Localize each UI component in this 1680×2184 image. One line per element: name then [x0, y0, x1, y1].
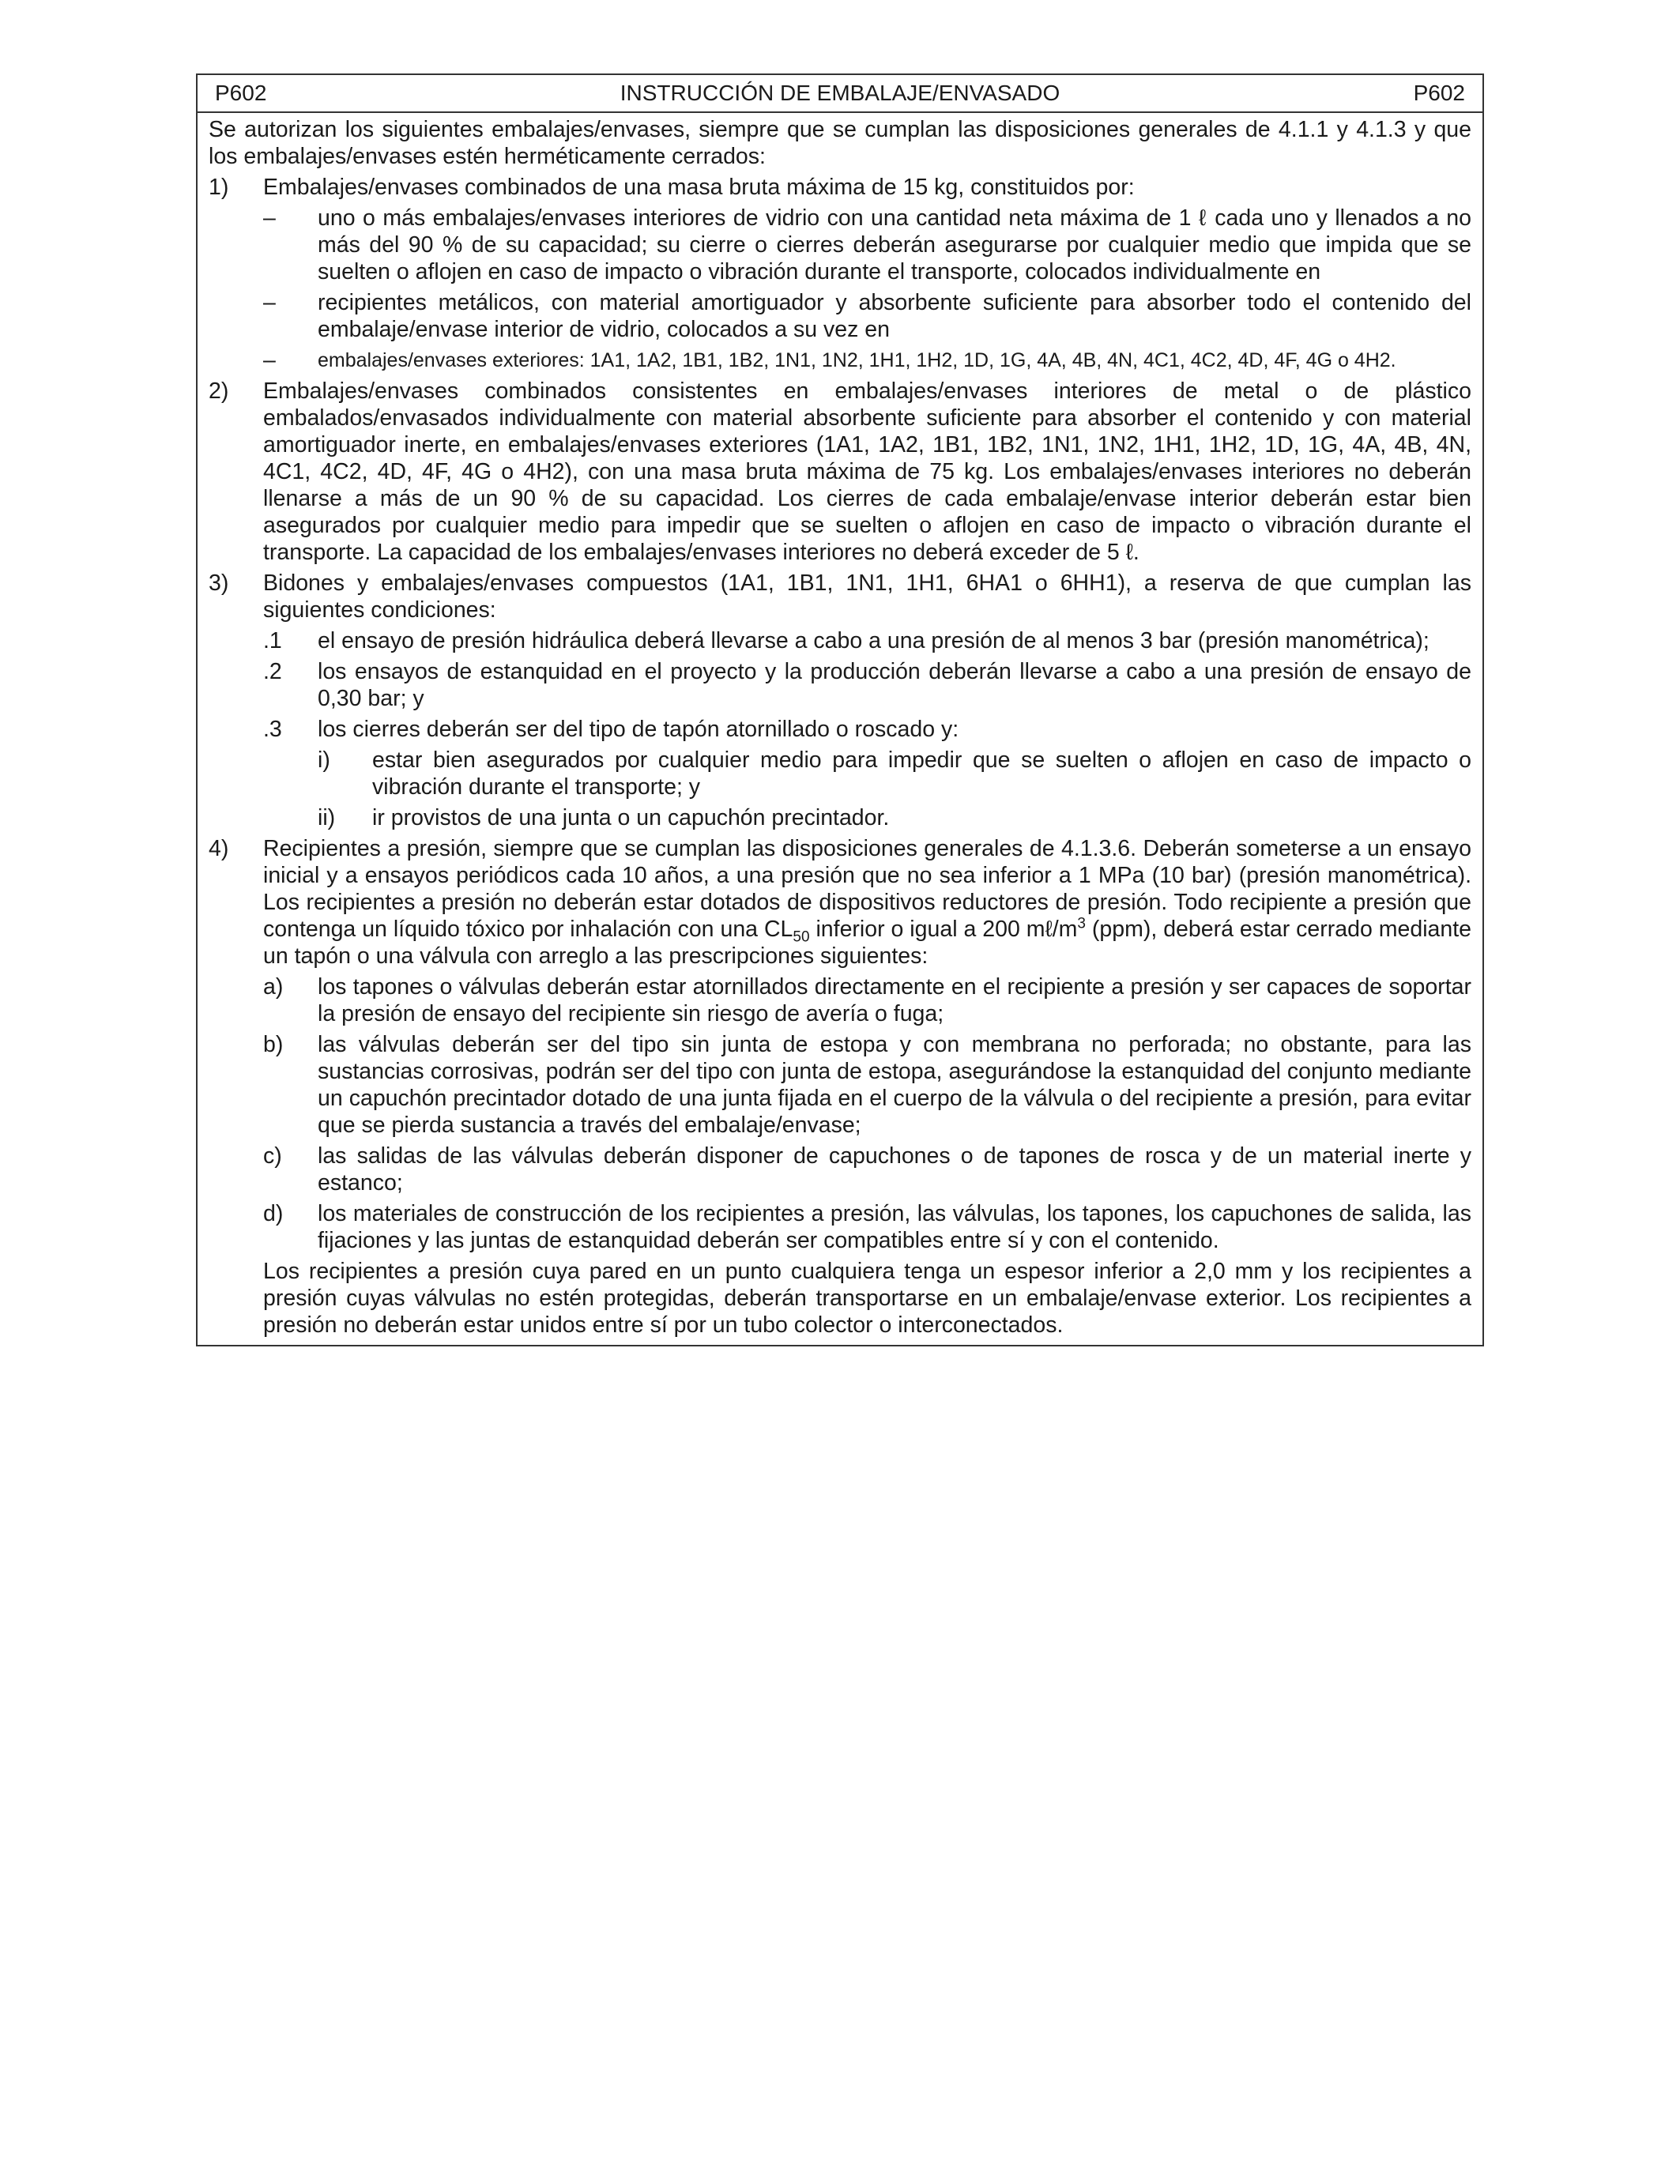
bullet-item: [263, 289, 1471, 343]
table-body: [198, 113, 1482, 1345]
condition-item: [263, 716, 1471, 831]
subcondition-text: ir provistos de una junta o un capuchón precintador.: [372, 805, 890, 830]
bullet-item: [263, 205, 1471, 285]
requirement-text: las válvulas deberán ser del tipo sin junta de estopa y con membrana no perforada; no obstante, para las sustancias corrosivas, podrán ser del tipo con junta de estopa, asegurándose la estanquidad del conjunto mediante un capuchón precintador dotado de una junta fijada en el cuerpo de la válvula o del recipiente a presión, para evitar que se pierda sustancia a través del embalaje/envase;: [318, 1032, 1471, 1138]
item-text: [263, 835, 1471, 970]
list-item-4: [209, 835, 1471, 1339]
list-item-3: [209, 570, 1471, 831]
requirement-letter: a): [263, 974, 284, 1000]
list-item-2: [209, 378, 1471, 566]
intro-paragraph: Se autorizan los siguientes embalajes/envases, siempre que se cumplan las disposiciones generales de 4.1.1 y 4.1.3 y que los embalajes/envases estén herméticamente cerrados:: [209, 117, 1471, 169]
condition-item: [263, 658, 1471, 712]
subcondition-item: [318, 747, 1471, 800]
requirement-item: [263, 1143, 1471, 1196]
subscript-50: 50: [793, 928, 810, 946]
item-text-part-c: (ppm), deberá estar cerrado mediante un tapón o una válvula con arreglo a las prescripciones siguientes:: [263, 917, 1471, 969]
bullet-text: embalajes/envases exteriores: 1A1, 1A2, 1B1, 1B2, 1N1, 1N2, 1H1, 1H2, 1D, 1G, 4A, 4B, 4N, 4C1, 4C2, 4D, 4F, 4G o 4H2.: [318, 349, 1396, 371]
condition-text: los ensayos de estanquidad en el proyecto y la producción deberán llevarse a cabo a una presión de ensayo de 0,30 bar; y: [318, 659, 1471, 711]
condition-number: .3: [263, 717, 282, 742]
condition-number: .2: [263, 659, 282, 684]
table-header: [198, 75, 1482, 113]
item-number: 3): [209, 570, 229, 596]
subcondition-text: estar bien asegurados por cualquier medio para impedir que se suelten o aflojen en caso de impacto o vibración durante el transporte; y: [372, 747, 1471, 800]
item-text-part-a: Recipientes a presión, siempre que se cumplan las disposiciones generales de 4.1.3.6. Deberán someterse a un ensayo inicial y a ensayos periódicos cada 10 años, a una presión que no sea inferior a 1 MPa (10 bar) (presión manométrica). Los recipientes a presión no deberán estar dotados de dispositivos reductores de presión. Todo recipiente a presión que contenga un líquido tóxico por inhalación con una CL: [263, 836, 1471, 942]
list-item-1: [209, 174, 1471, 374]
requirement-text: los materiales de construcción de los recipientes a presión, las válvulas, los tapones, los capuchones de salida, las fijaciones y las juntas de estanquidad deberán ser compatibles entre sí y con el contenido.: [318, 1201, 1471, 1253]
requirement-item: [263, 1031, 1471, 1139]
instruction-code-left: P602: [215, 81, 267, 105]
condition-text: el ensayo de presión hidráulica deberá llevarse a cabo a una presión de al menos 3 bar (presión manométrica);: [318, 628, 1430, 653]
subcondition-item: [318, 804, 1471, 831]
item-number: 4): [209, 836, 229, 861]
bullet-dash: –: [263, 290, 276, 315]
condition-text: los cierres deberán ser del tipo de tapón atornillado o roscado y:: [318, 717, 959, 742]
subcondition-number: ii): [318, 805, 336, 830]
item-number: 2): [209, 378, 229, 404]
bullet-dash: –: [263, 205, 276, 231]
requirement-letter: b): [263, 1032, 284, 1057]
instruction-code-right: P602: [1413, 81, 1465, 105]
requirement-item: [263, 1200, 1471, 1254]
requirement-letter: d): [263, 1201, 284, 1226]
instruction-title: INSTRUCCIÓN DE EMBALAJE/ENVASADO: [620, 81, 1060, 105]
bullet-text: uno o más embalajes/envases interiores de vidrio con una cantidad neta máxima de 1 ℓ cada uno y llenados a no más del 90 % de su capacidad; su cierre o cierres deberán asegurarse por cualquier medio que impida que se suelten o aflojen en caso de impacto o vibración durante el transporte, colocados individualmente en: [318, 205, 1471, 284]
condition-item: [263, 627, 1471, 654]
bullet-dash: –: [263, 348, 276, 373]
item-text: Embalajes/envases combinados de una masa bruta máxima de 15 kg, constituidos por:: [263, 175, 1135, 200]
condition-number: .1: [263, 628, 282, 653]
packing-instruction-table: [196, 73, 1484, 1346]
item-text: Embalajes/envases combinados consistentes en embalajes/envases interiores de metal o de plástico embalados/envasados individualmente con material absorbente suficiente para absorber el contenido y con material amortiguador inerte, en embalajes/envases exteriores (1A1, 1A2, 1B1, 1B2, 1N1, 1N2, 1H1, 1H2, 1D, 1G, 4A, 4B, 4N, 4C1, 4C2, 4D, 4F, 4G o 4H2), con una masa bruta máxima de 75 kg. Los embalajes/envases interiores no deberán llenarse a más de un 90 % de su capacidad. Los cierres de cada embalaje/envase interior deberán estar bien asegurados por cualquier medio para impedir que se suelten o aflojen en caso de impacto o vibración durante el transporte. La capacidad de los embalajes/envases interiores no deberá exceder de 5 ℓ.: [263, 378, 1471, 565]
subcondition-number: i): [318, 747, 330, 773]
requirement-item: [263, 973, 1471, 1027]
item-text-part-b: inferior o igual a 200 mℓ/m: [809, 917, 1078, 942]
bullet-item: [263, 347, 1471, 374]
superscript-3: 3: [1077, 915, 1086, 932]
requirement-letter: c): [263, 1143, 282, 1169]
closing-paragraph: Los recipientes a presión cuya pared en un punto cualquiera tenga un espesor inferior a 2,0 mm y los recipientes a presión cuyas válvulas no estén protegidas, deberán transportarse en un embalaje/envase exterior. Los recipientes a presión no deberán estar unidos entre sí por un tubo colector o interconectados.: [263, 1259, 1471, 1338]
requirement-text: las salidas de las válvulas deberán disponer de capuchones o de tapones de rosca y de un material inerte y estanco;: [318, 1143, 1471, 1196]
bullet-text: recipientes metálicos, con material amortiguador y absorbente suficiente para absorber todo el contenido del embalaje/envase interior de vidrio, colocados a su vez en: [318, 290, 1471, 342]
item-text: Bidones y embalajes/envases compuestos (1A1, 1B1, 1N1, 1H1, 6HA1 o 6HH1), a reserva de que cumplan las siguientes condiciones:: [263, 570, 1471, 623]
requirement-text: los tapones o válvulas deberán estar atornillados directamente en el recipiente a presión y ser capaces de soportar la presión de ensayo del recipiente sin riesgo de avería o fuga;: [318, 974, 1471, 1026]
item-number: 1): [209, 175, 229, 200]
